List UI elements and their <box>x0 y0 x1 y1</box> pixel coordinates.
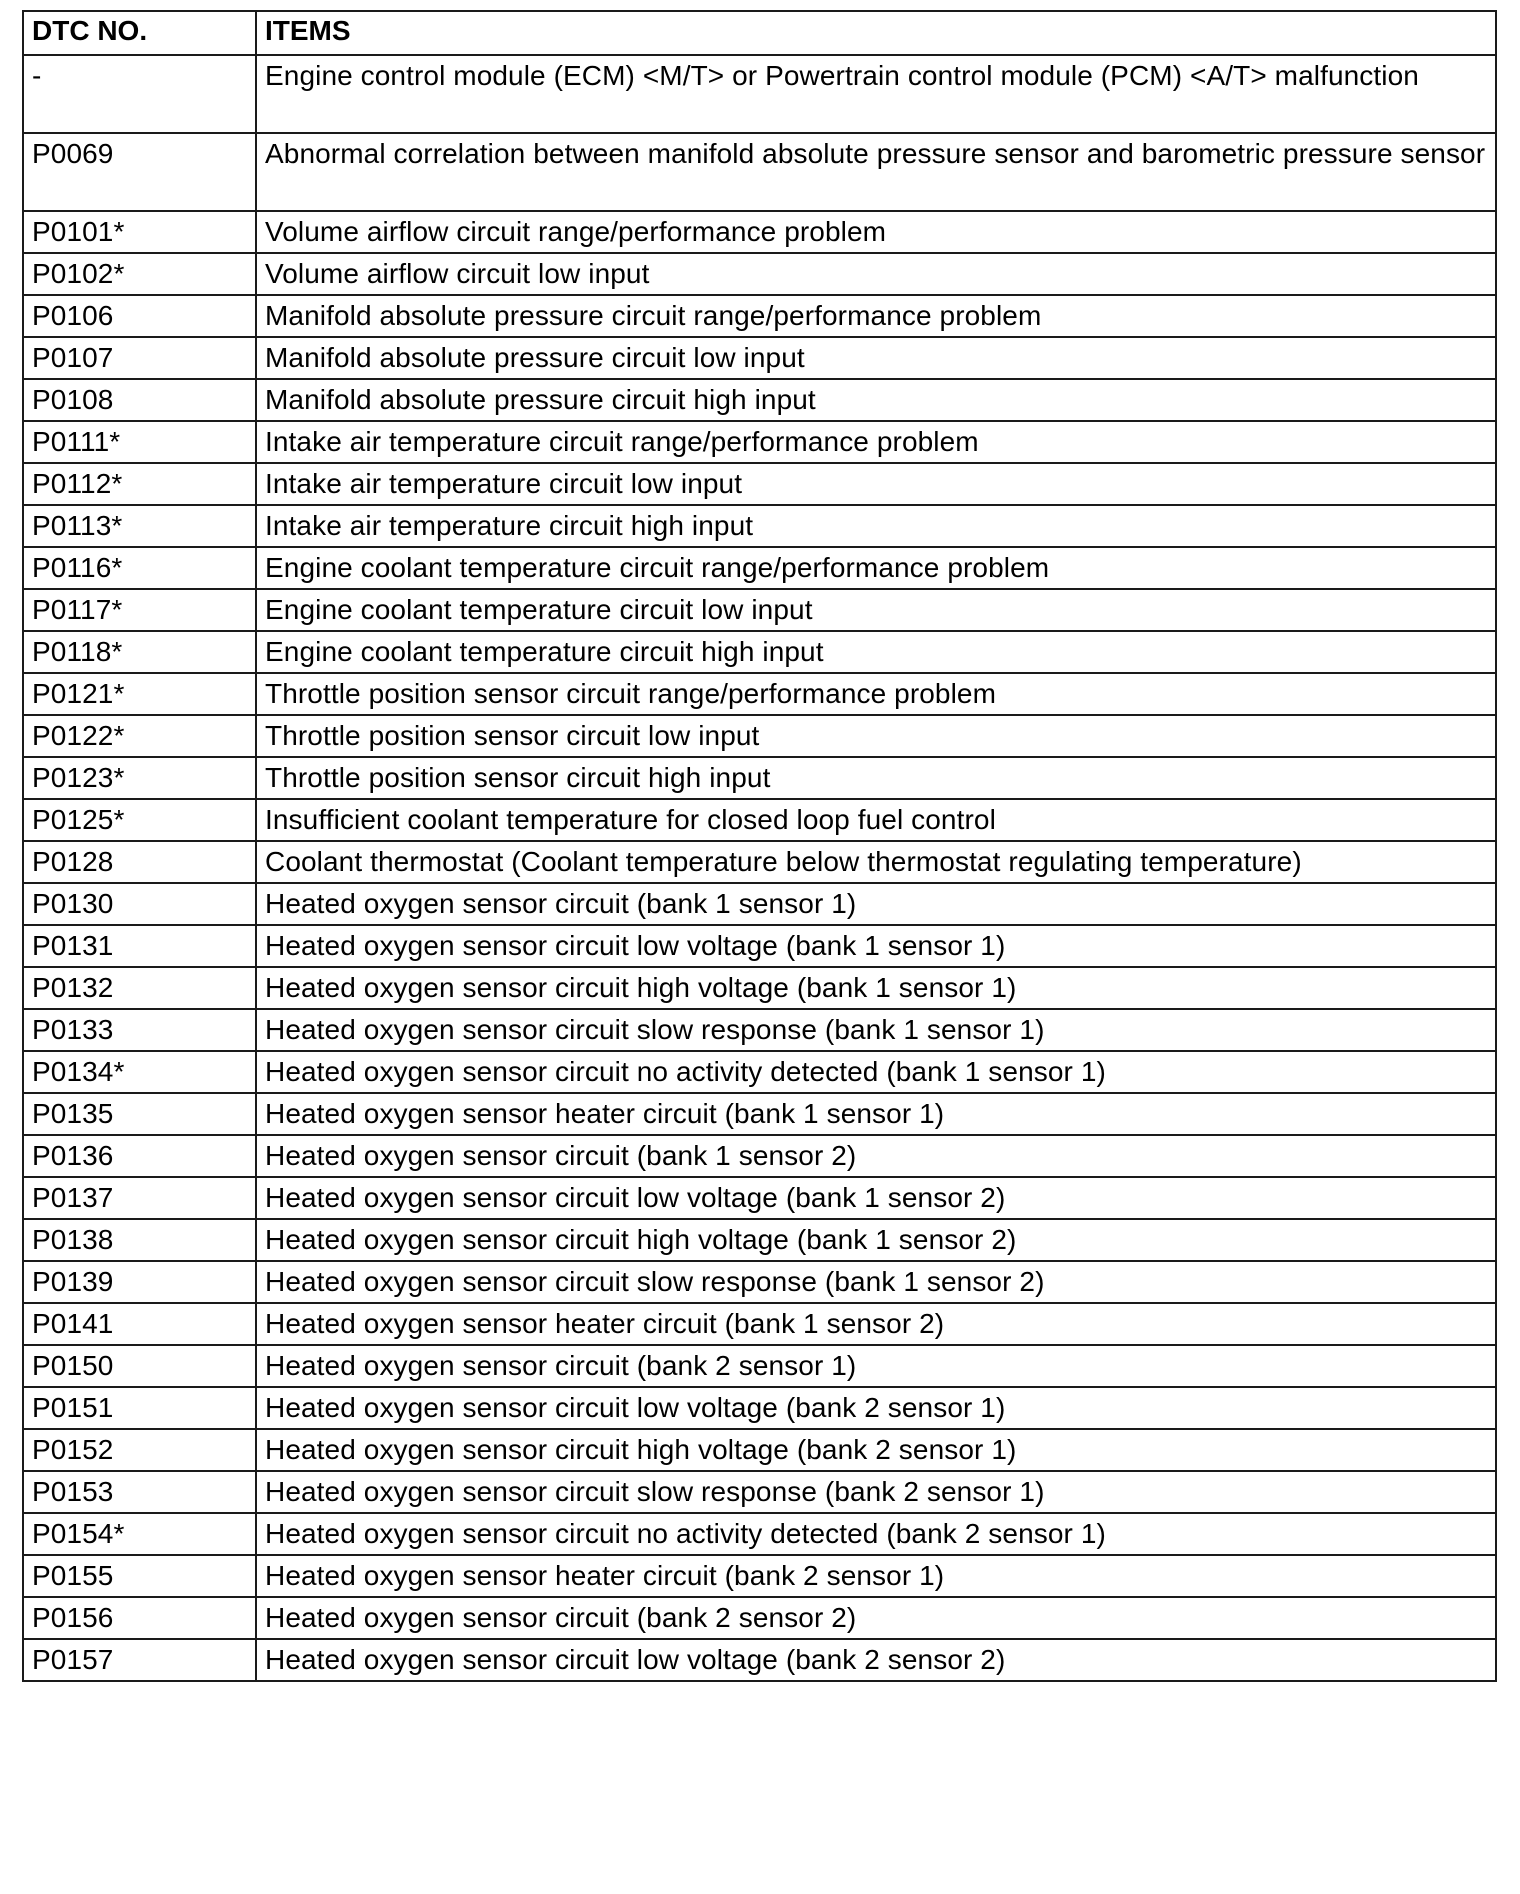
dtc-item-cell: Volume airflow circuit range/performance problem <box>256 211 1496 253</box>
dtc-code-cell: P0137 <box>23 1177 256 1219</box>
table-row <box>23 55 1496 133</box>
dtc-item-cell: Coolant thermostat (Coolant temperature below thermostat regulating temperature) <box>256 841 1496 883</box>
dtc-item-cell: Heated oxygen sensor circuit high voltage (bank 1 sensor 2) <box>256 1219 1496 1261</box>
dtc-item-cell: Intake air temperature circuit low input <box>256 463 1496 505</box>
dtc-code-cell: P0152 <box>23 1429 256 1471</box>
dtc-code-cell: P0122* <box>23 715 256 757</box>
dtc-code-cell: P0150 <box>23 1345 256 1387</box>
dtc-item-cell: Throttle position sensor circuit high input <box>256 757 1496 799</box>
table-row <box>23 1261 1496 1303</box>
table-row <box>23 967 1496 1009</box>
dtc-code-cell: P0108 <box>23 379 256 421</box>
table-row <box>23 1555 1496 1597</box>
dtc-code-cell: P0112* <box>23 463 256 505</box>
table-header <box>23 11 1496 55</box>
table-row <box>23 505 1496 547</box>
dtc-code-cell: P0106 <box>23 295 256 337</box>
dtc-code-cell: P0101* <box>23 211 256 253</box>
table-row <box>23 1345 1496 1387</box>
dtc-code-cell: P0157 <box>23 1639 256 1681</box>
dtc-code-cell: P0125* <box>23 799 256 841</box>
table-body <box>23 55 1496 1681</box>
dtc-item-cell: Engine coolant temperature circuit low input <box>256 589 1496 631</box>
table-row <box>23 883 1496 925</box>
dtc-code-cell: P0155 <box>23 1555 256 1597</box>
table-row <box>23 1597 1496 1639</box>
dtc-code-cell: P0118* <box>23 631 256 673</box>
dtc-item-cell: Throttle position sensor circuit range/performance problem <box>256 673 1496 715</box>
table-row <box>23 337 1496 379</box>
dtc-item-cell: Heated oxygen sensor circuit low voltage (bank 1 sensor 2) <box>256 1177 1496 1219</box>
table-row <box>23 421 1496 463</box>
dtc-item-cell: Heated oxygen sensor circuit slow response (bank 1 sensor 2) <box>256 1261 1496 1303</box>
table-row <box>23 133 1496 211</box>
dtc-code-cell: P0133 <box>23 1009 256 1051</box>
dtc-item-cell: Volume airflow circuit low input <box>256 253 1496 295</box>
table-row <box>23 379 1496 421</box>
table-row <box>23 463 1496 505</box>
dtc-item-cell: Engine control module (ECM) <M/T> or Powertrain control module (PCM) <A/T> malfunction <box>256 55 1496 133</box>
table-row <box>23 757 1496 799</box>
dtc-item-cell: Heated oxygen sensor heater circuit (bank 1 sensor 1) <box>256 1093 1496 1135</box>
table-row <box>23 1219 1496 1261</box>
table-row <box>23 1639 1496 1681</box>
dtc-code-cell: P0111* <box>23 421 256 463</box>
table-row <box>23 211 1496 253</box>
dtc-table <box>22 10 1497 1682</box>
dtc-item-cell: Heated oxygen sensor circuit no activity detected (bank 2 sensor 1) <box>256 1513 1496 1555</box>
dtc-code-cell: P0130 <box>23 883 256 925</box>
dtc-code-cell: P0151 <box>23 1387 256 1429</box>
dtc-item-cell: Engine coolant temperature circuit high input <box>256 631 1496 673</box>
dtc-item-cell: Heated oxygen sensor circuit high voltage (bank 1 sensor 1) <box>256 967 1496 1009</box>
table-row <box>23 1177 1496 1219</box>
dtc-item-cell: Throttle position sensor circuit low input <box>256 715 1496 757</box>
dtc-item-cell: Heated oxygen sensor circuit (bank 1 sensor 1) <box>256 883 1496 925</box>
dtc-code-cell: P0156 <box>23 1597 256 1639</box>
dtc-item-cell: Heated oxygen sensor heater circuit (bank 2 sensor 1) <box>256 1555 1496 1597</box>
table-row <box>23 295 1496 337</box>
dtc-item-cell: Intake air temperature circuit range/performance problem <box>256 421 1496 463</box>
dtc-code-cell: P0116* <box>23 547 256 589</box>
table-row <box>23 1387 1496 1429</box>
table-row <box>23 253 1496 295</box>
table-row <box>23 715 1496 757</box>
dtc-item-cell: Heated oxygen sensor heater circuit (bank 1 sensor 2) <box>256 1303 1496 1345</box>
dtc-item-cell: Heated oxygen sensor circuit low voltage (bank 1 sensor 1) <box>256 925 1496 967</box>
table-row <box>23 1135 1496 1177</box>
dtc-code-cell: P0132 <box>23 967 256 1009</box>
dtc-code-cell: P0128 <box>23 841 256 883</box>
dtc-code-cell: P0136 <box>23 1135 256 1177</box>
table-row <box>23 589 1496 631</box>
table-row <box>23 841 1496 883</box>
dtc-no-column-header: DTC NO. <box>23 11 256 55</box>
table-row <box>23 1009 1496 1051</box>
dtc-code-cell: P0154* <box>23 1513 256 1555</box>
dtc-item-cell: Engine coolant temperature circuit range/performance problem <box>256 547 1496 589</box>
dtc-item-cell: Heated oxygen sensor circuit low voltage (bank 2 sensor 1) <box>256 1387 1496 1429</box>
dtc-item-cell: Manifold absolute pressure circuit range/performance problem <box>256 295 1496 337</box>
dtc-code-cell: P0121* <box>23 673 256 715</box>
table-row <box>23 1093 1496 1135</box>
dtc-item-cell: Abnormal correlation between manifold absolute pressure sensor and barometric pressure sensor <box>256 133 1496 211</box>
dtc-code-cell: P0139 <box>23 1261 256 1303</box>
table-row <box>23 547 1496 589</box>
dtc-item-cell: Insufficient coolant temperature for closed loop fuel control <box>256 799 1496 841</box>
dtc-code-cell: - <box>23 55 256 133</box>
dtc-code-cell: P0134* <box>23 1051 256 1093</box>
dtc-code-cell: P0123* <box>23 757 256 799</box>
dtc-item-cell: Heated oxygen sensor circuit low voltage (bank 2 sensor 2) <box>256 1639 1496 1681</box>
dtc-item-cell: Manifold absolute pressure circuit high input <box>256 379 1496 421</box>
dtc-code-cell: P0069 <box>23 133 256 211</box>
dtc-code-cell: P0102* <box>23 253 256 295</box>
table-row <box>23 1429 1496 1471</box>
dtc-code-cell: P0141 <box>23 1303 256 1345</box>
table-row <box>23 799 1496 841</box>
table-row <box>23 1051 1496 1093</box>
dtc-code-cell: P0117* <box>23 589 256 631</box>
table-row <box>23 1513 1496 1555</box>
items-column-header: ITEMS <box>256 11 1496 55</box>
table-row <box>23 673 1496 715</box>
header-row <box>23 11 1496 55</box>
dtc-item-cell: Heated oxygen sensor circuit slow response (bank 1 sensor 1) <box>256 1009 1496 1051</box>
dtc-code-cell: P0135 <box>23 1093 256 1135</box>
dtc-code-cell: P0131 <box>23 925 256 967</box>
dtc-code-cell: P0113* <box>23 505 256 547</box>
dtc-item-cell: Manifold absolute pressure circuit low input <box>256 337 1496 379</box>
dtc-code-cell: P0107 <box>23 337 256 379</box>
table-row <box>23 631 1496 673</box>
table-row <box>23 1303 1496 1345</box>
dtc-item-cell: Heated oxygen sensor circuit (bank 2 sensor 2) <box>256 1597 1496 1639</box>
dtc-item-cell: Intake air temperature circuit high input <box>256 505 1496 547</box>
dtc-item-cell: Heated oxygen sensor circuit high voltage (bank 2 sensor 1) <box>256 1429 1496 1471</box>
dtc-item-cell: Heated oxygen sensor circuit slow response (bank 2 sensor 1) <box>256 1471 1496 1513</box>
dtc-code-cell: P0153 <box>23 1471 256 1513</box>
dtc-item-cell: Heated oxygen sensor circuit (bank 1 sensor 2) <box>256 1135 1496 1177</box>
table-row <box>23 1471 1496 1513</box>
table-row <box>23 925 1496 967</box>
dtc-code-cell: P0138 <box>23 1219 256 1261</box>
dtc-item-cell: Heated oxygen sensor circuit (bank 2 sensor 1) <box>256 1345 1496 1387</box>
dtc-item-cell: Heated oxygen sensor circuit no activity detected (bank 1 sensor 1) <box>256 1051 1496 1093</box>
